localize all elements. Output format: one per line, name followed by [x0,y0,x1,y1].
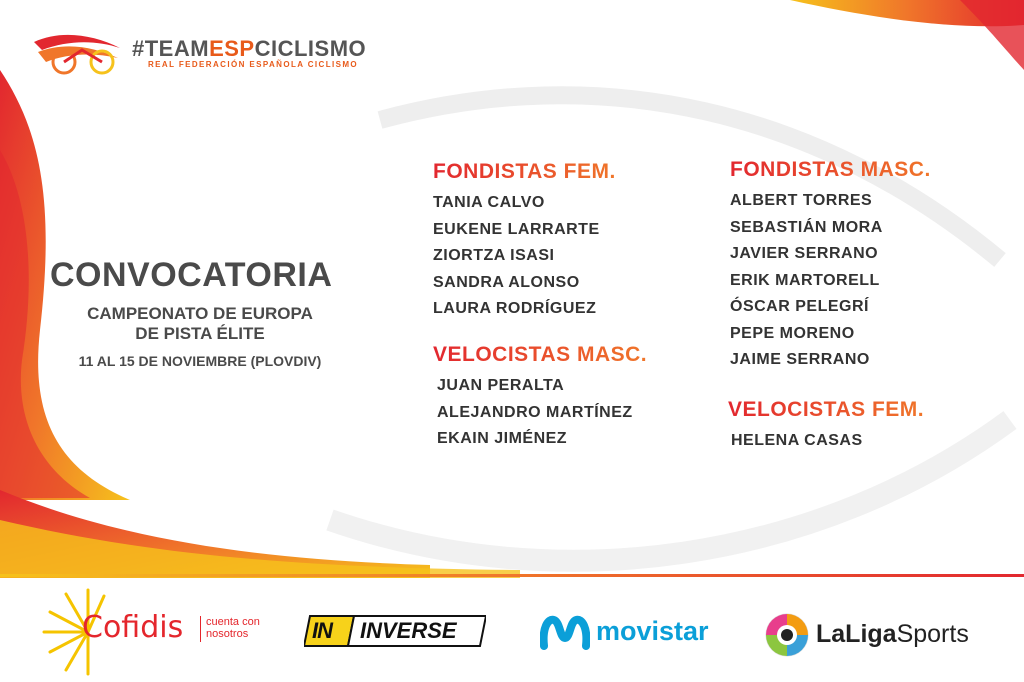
rider-name: HELENA CASAS [731,432,863,449]
divider [200,616,201,642]
group-fondistas-masc [730,158,931,374]
sponsor-bar [0,578,1024,682]
federation-name: REAL FEDERACIÓN ESPAÑOLA CICLISMO [148,60,359,69]
laliga-logo [764,612,994,658]
movistar-m-icon [540,614,590,650]
group-title: FONDISTAS FEM. [433,160,616,183]
laliga-wordmark: LaLigaSports [816,620,969,648]
rider-name: SANDRA ALONSO [433,273,580,291]
rider-name: LAURA RODRÍGUEZ [433,300,597,317]
movistar-logo [540,614,730,654]
group-title: VELOCISTAS FEM. [728,398,925,421]
rider-name: TANIA CALVO [433,194,545,211]
team-esp-logo [30,28,370,84]
rider-name: PEPE MORENO [730,324,855,342]
rider-name: JUAN PERALTA [437,377,565,394]
inverse-prefix: IN [312,618,332,643]
movistar-wordmark: movistar [596,616,709,646]
cofidis-wordmark: Cofidis [82,610,184,645]
rider-name: ALEJANDRO MARTÍNEZ [437,403,633,421]
inverse-wordmark: INVERSE [360,618,457,643]
team-hashtag: #TEAMESPCICLISMO [132,36,367,61]
cofidis-tagline: cuenta con nosotros [206,616,260,640]
rider-name: JAIME SERRANO [730,351,870,368]
group-title: FONDISTAS MASC. [730,158,931,181]
cyclist-icon [30,28,130,80]
announcement-title: CONVOCATORIA [50,256,333,294]
event-name: CAMPEONATO DE EUROPA DE PISTA ÉLITE [87,304,313,343]
rider-name: EKAIN JIMÉNEZ [437,430,568,447]
group-velocistas-fem [728,398,924,455]
rider-name: ERIK MARTORELL [730,271,880,289]
rider-name: SEBASTIÁN MORA [730,218,883,236]
rider-name: ALBERT TORRES [730,192,873,209]
group-velocistas-masc [433,343,647,453]
rider-name: JAVIER SERRANO [730,245,879,262]
rider-name: EUKENE LARRARTE [433,220,600,238]
cofidis-logo [40,586,280,676]
laliga-ball-icon [764,612,810,658]
group-fondistas-fem [433,160,616,323]
event-dates: 11 AL 15 DE NOVIEMBRE (PLOVDIV) [78,353,322,369]
rider-name: ZIORTZA ISASI [433,247,555,264]
rider-name: ÓSCAR PELEGRÍ [730,298,869,315]
group-title: VELOCISTAS MASC. [433,343,648,366]
inverse-logo [304,614,486,648]
